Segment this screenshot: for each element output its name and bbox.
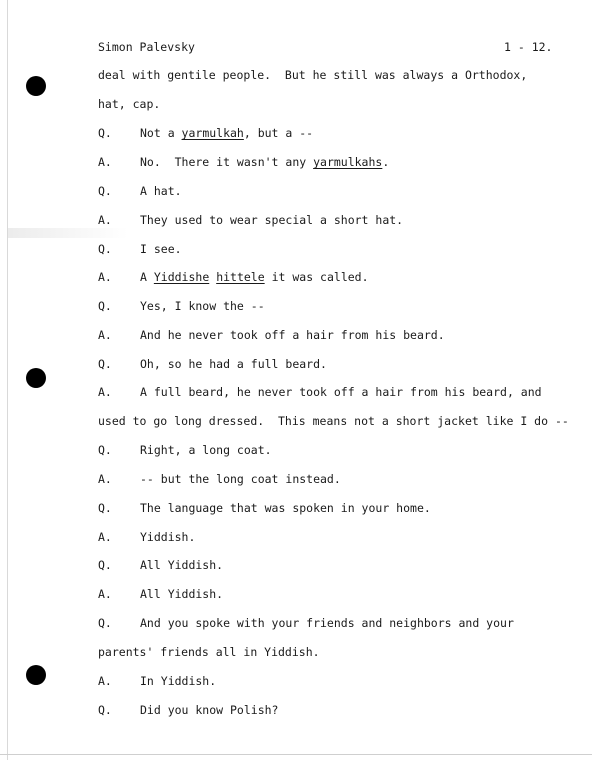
speaker-label: Q. — [98, 501, 112, 515]
transcript-line: Q. Oh, so he had a full beard. — [98, 357, 327, 371]
speaker-label: A. — [98, 472, 112, 486]
underlined-term: yarmulkahs — [313, 155, 383, 169]
transcript-line: A. Yiddish. — [98, 530, 196, 544]
underlined-term: Yiddishe — [153, 270, 210, 284]
underlined-term: yarmulkah — [181, 126, 244, 140]
page-bottom-line — [0, 754, 592, 755]
transcript-line: A. No. There it wasn't any yarmulkahs. — [98, 155, 390, 169]
speaker-label: A. — [98, 155, 112, 169]
speaker-label: A. — [98, 213, 112, 227]
transcript-line: Q. I see. — [98, 242, 182, 256]
speaker-label: Q. — [98, 126, 112, 140]
speaker-label: Q. — [98, 616, 112, 630]
speaker-label: Q. — [98, 443, 112, 457]
speaker-label: A. — [98, 587, 112, 601]
transcript-line: hat, cap. — [98, 97, 161, 111]
speaker-label: Q. — [98, 299, 112, 313]
transcript-line: Q. Yes, I know the -- — [98, 299, 265, 313]
speaker-label: Q. — [98, 357, 112, 371]
transcript-line: used to go long dressed. This means not a short jacket like I do -- — [98, 414, 569, 428]
speaker-label: A. — [98, 270, 112, 284]
speaker-label: A. — [98, 674, 112, 688]
transcript-line: deal with gentile people. But he still was always a Orthodox, — [98, 68, 528, 82]
speaker-label: A. — [98, 530, 112, 544]
page-edge-line — [7, 0, 8, 760]
header-page-number: 1 - 12. — [504, 40, 553, 54]
transcript-line: Q. Right, a long coat. — [98, 443, 272, 457]
scan-smudge — [8, 228, 128, 238]
speaker-label: Q. — [98, 242, 112, 256]
transcript-line: Q. Did you know Polish? — [98, 703, 279, 717]
transcript-line: A. All Yiddish. — [98, 587, 224, 601]
transcript-line: A. In Yiddish. — [98, 674, 217, 688]
transcript-line: Q. The language that was spoken in your home. — [98, 501, 431, 515]
header-speaker-name: Simon Palevsky — [98, 40, 195, 54]
speaker-label: Q. — [98, 558, 112, 572]
transcript-line: A. A full beard, he never took off a hair from his beard, and — [98, 385, 542, 399]
transcript-line: A. -- but the long coat instead. — [98, 472, 341, 486]
transcript-line: A. A Yiddishe hittele it was called. — [98, 270, 369, 284]
transcript-line: Q. Not a yarmulkah, but a -- — [98, 126, 314, 140]
speaker-label: A. — [98, 385, 112, 399]
transcript-line: Q. All Yiddish. — [98, 558, 224, 572]
transcript-line: Q. And you spoke with your friends and neighbors and your — [98, 616, 514, 630]
transcript-line: parents' friends all in Yiddish. — [98, 645, 320, 659]
transcript-line: A. And he never took off a hair from his beard. — [98, 328, 445, 342]
speaker-label: A. — [98, 328, 112, 342]
speaker-label: Q. — [98, 703, 112, 717]
underlined-term: hittele — [216, 270, 265, 284]
punch-hole — [26, 368, 46, 388]
transcript-line: A. They used to wear special a short hat. — [98, 213, 404, 227]
speaker-label: Q. — [98, 184, 112, 198]
punch-hole — [26, 665, 46, 685]
transcript-line: Q. A hat. — [98, 184, 182, 198]
punch-hole — [26, 76, 46, 96]
